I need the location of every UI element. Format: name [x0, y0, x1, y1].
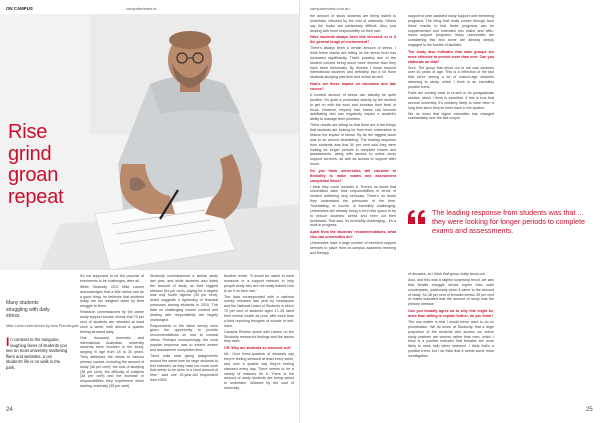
paragraph: There results are telling us that there are a few things that students are looking for from their universities to reduce the impact of stress. By far the biggest issue was to do around timetabling. The leading response from students was that 50 per cent said they were looking for longer periods to complete exams and assessments, along with access to online study support services, as well as access to support after hours.: [310, 123, 396, 167]
right-column-2: [408, 14, 494, 122]
paragraph: Respondents to the latest survey were given the opportunity to provide recommendations on how to combat stress. Perhaps unsurprisingly, the most popular response was to extend exams and assessment completion time.: [150, 323, 218, 352]
paragraph: While Studocity CEO Mike Larsen acknowledges that a little stress can be a good thing, he believes that students today are too weighed down by their struggle to learn.: [80, 284, 144, 309]
interview-question: The study also indicates that male groups are more effective to persist more than ever. Can you elaborate on that?: [408, 49, 494, 64]
interview-question: Can you broadly agree as to why this might be, more than willing to explain further, do you think?: [408, 309, 494, 318]
pull-quote-text: The leading response from students was that ... they were looking for longer periods to complete exams and assessments.: [432, 208, 586, 236]
paragraph: Folks are coming back to re-skill or do postgraduate studies, which I think is excellent. If this is true that several university, it's certainly likely to have been a long time since they've been back in the system.: [408, 91, 494, 110]
left-header-site: computertimes.ie: [126, 6, 157, 11]
paragraph: It's not supposed to be the purpose of enrolments to be challenges, after all.: [80, 274, 144, 283]
paragraph: Also, and this was a slightly surprising result, we saw that female struggle shows higher than male counterparts, particularly when it came to the amount of study. So 48 per cent of females versus 39 per cent of males indicated that the amount of study was the primary stressor.: [408, 278, 494, 307]
paragraph: We do know that higher education has changed substantially over the last couple: [408, 111, 494, 121]
paragraph: Sure. The group that stood out to me was students over 40 years of age. This is a reflection of the fact that we're seeing a lot of mature-age students returning to study, which I think is an incredibly positive trend.: [408, 65, 494, 89]
article-column-1: [80, 274, 144, 390]
paragraph: The data corresponded with a national survey released last year by headspace and the National Union of Students in which 70 per cent of students aged 17–25 rated their mental health as poor, with more than a third reporting thoughts of suicide or self-harm.: [224, 294, 294, 328]
paragraph: Another wrote: "It would be useful to have someone or a support network to help people study who are not really trained how to do it on their own.": [224, 274, 294, 293]
paragraph: the amount of study students are being asked to undertake, followed by the cost of university. Others say the topics are particularly difficult. Also, just dealing with more responsibility on their own.: [310, 14, 396, 33]
paragraph: Studocity commissioned a similar study last year, and while students also listed the amount of study as their biggest stressor (54 per cent), paying for a degree was only fourth highest (49 per cent), which suggests a tightening of financial pressures among students in 2019. The data on challenging course content and dealing with responsibility are largely unchanged.: [150, 274, 218, 322]
paragraph: The one matter is that I would never want to do on prioritisation. We do know, at Studocity, that a large proportion of the students who access our online study platform are women rather than men, which I think is a positive indicator that females are more likely to seek help when stressed. I think that's a positive trend, but I do think that it needs some more investigation.: [408, 319, 494, 358]
page-number-left: 24: [6, 407, 13, 413]
interview-question: CR: Why are students so stressed out?: [224, 346, 292, 351]
byline: Mike Larsen interviewed by Nola Prendergast: [6, 324, 79, 328]
paragraph: I think they could consider it. There's no doubt that universities tailor their responsibilities in terms of student wellbeing very seriously. There's no doubt they understand the pressures of the time. Timetabling, of course, is incredibly challenging. Universities are already doing a lot in this space to try to reduce students' stress and even out their workloads. That said, it's incredibly challenging – it's a work in progress.: [310, 184, 396, 228]
paragraph: "Most units start giving assignments around the same time for large students to feel stressed, as they have too much work that needs to be done in a short amount of time," said one 19-year-old respondent from NSW.: [150, 353, 218, 383]
paragraph: of decades, so I think that group really stood out.: [408, 272, 486, 276]
paragraph: A modest amount of stress can actually be quite positive. It's quite a productive activity by the student to get on with the work and increase their level of focus. However, beyond that, stress can become debilitating and can negatively impact a student's ability to manage their priorities.: [310, 93, 396, 122]
paragraph: There's always been a certain amount of stress. I think these results are telling us the stress level has increased significantly. That's possibly due to the student cohorts being much more diverse than they have been historically. By diverse I mean beyond international students and definitely into a lot more students studying part-time and online as well.: [310, 46, 396, 80]
headline: [8, 122, 88, 208]
paragraph: Campus Review spoke with Larsen on the Studocity research's findings and the issues they raise.: [224, 329, 294, 344]
article-column-2: [150, 274, 218, 384]
paragraph: One thousand domestic and international Australian university students were involved in the study, ranging in age from 18 to 30 years. They attributed the stress to various primary causes, including the amount of study (46 per cent), the cost of studying (38 per cent), the difficulty of subjects (36 per cent) and the increase in responsibilities they experience when starting university (35 per cent).: [80, 335, 144, 389]
interview-question: Apart from the students' recommendations, what else can universities do?: [310, 230, 396, 240]
interview-question: Have students always been this stressed, or is it the general tough of environment?: [310, 35, 396, 45]
headline-line: grind: [8, 142, 52, 165]
standfirst-text: n contrast to the sanguine, laughing faces of students you see on most university marketing fliers and websites, a uni student's life is no walk in the park.: [6, 337, 68, 370]
quote-mark-icon: [408, 210, 428, 224]
paragraph: Universities have a large number of excellent support services in place from on-campus academic learning and therapy: [310, 241, 396, 255]
article-column-3: [224, 274, 294, 392]
headline-line: repeat: [8, 185, 64, 208]
photo-caption: Many students struggling with daily stress.: [6, 300, 50, 319]
right-column-2-continued: [408, 272, 494, 360]
paragraph: Research commissioned by the online study support service shows that 70 per cent of students are stressed at least once a week, with almost a quarter feeling stressed daily.: [80, 310, 144, 334]
paragraph: support to peer-assisted study support and mentoring programs. The thing that really comes through from these results is that those programs can be supplemented and extended into online and after-hours support programs. Many universities are considering this and some are already deeply engaged in the booths of facilities.: [408, 14, 494, 48]
drop-cap: I: [6, 335, 10, 349]
interview-question: Do you think universities will consider to flexibility to make exams and assessment completion times?: [310, 168, 396, 183]
standfirst: [6, 337, 68, 371]
right-header-site: campusreview.com.au: [310, 6, 350, 11]
paragraph: ML: Over three-quarters of students say they're feeling stressed at least every week, and over a quarter say they're feeling stressed every day. There seems to be a variety of reasons for it. There is the amount of study students are being asked to undertake, followed by the cost of university.: [224, 352, 294, 391]
right-column-1: [310, 14, 396, 257]
headline-line: Rise: [8, 121, 48, 143]
page-number-right: 25: [586, 407, 593, 413]
headline-line: groan: [8, 164, 59, 186]
interview-question: How's are these impact on education and late course?: [310, 82, 396, 91]
section-label: ON CAMPUS: [6, 6, 33, 11]
